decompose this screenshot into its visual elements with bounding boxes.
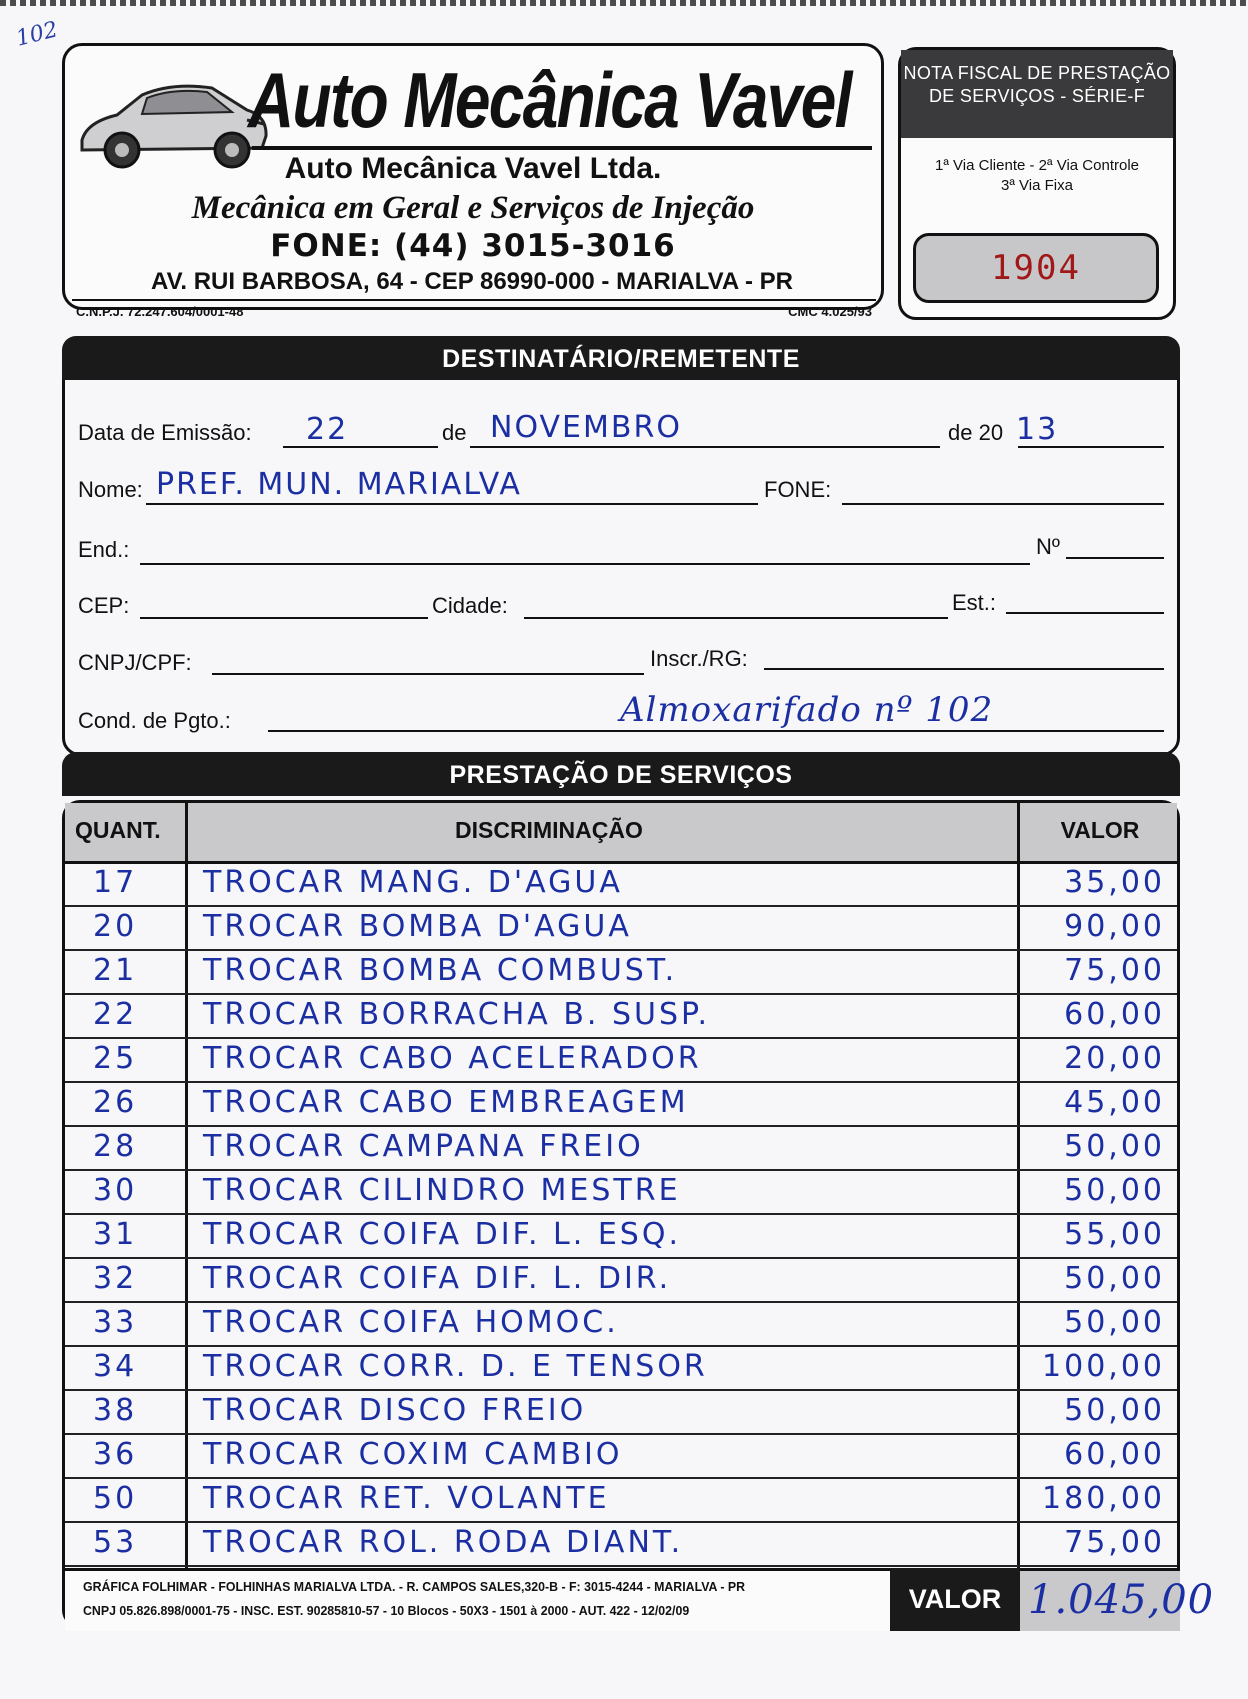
table-row-line [65,1301,1177,1303]
label-de: de [442,420,467,445]
nota-vias-line1: 1ª Via Cliente - 2ª Via Controle [935,157,1139,174]
row-value[interactable]: 50,00 [1064,1173,1165,1208]
fone-line[interactable] [842,503,1164,505]
row-value[interactable]: 45,00 [1064,1085,1165,1120]
row-quant[interactable]: 36 [93,1437,138,1472]
name-line [146,503,758,505]
row-quant[interactable]: 25 [93,1041,138,1076]
row-description[interactable]: TROCAR CORR. D. E TENSOR [203,1349,708,1384]
row-value[interactable]: 55,00 [1064,1217,1165,1252]
row-value[interactable]: 50,00 [1064,1261,1165,1296]
date-month-line [470,446,940,448]
row-value[interactable]: 75,00 [1064,1525,1165,1560]
label-inscr: Inscr./RG: [650,646,748,671]
row-quant[interactable]: 34 [93,1349,138,1384]
row-description[interactable]: TROCAR COIFA DIF. L. DIR. [203,1261,672,1296]
printer-footer [65,1568,890,1631]
row-quant[interactable]: 33 [93,1305,138,1340]
row-description[interactable]: TROCAR CABO EMBREAGEM [203,1085,689,1120]
col-desc-header: DISCRIMINAÇÃO [455,817,643,843]
row-description[interactable]: TROCAR CILINDRO MESTRE [203,1173,681,1208]
row-quant[interactable]: 20 [93,909,138,944]
row-value[interactable]: 100,00 [1042,1349,1165,1384]
row-quant[interactable]: 31 [93,1217,138,1252]
label-fone: FONE: [764,477,832,502]
row-value[interactable]: 50,00 [1064,1393,1165,1428]
services-title-bar: PRESTAÇÃO DE SERVIÇOS [62,752,1180,796]
company-name: Auto Mecânica Vavel Ltda. [284,152,662,185]
perforation-edge [0,0,1248,6]
row-value[interactable]: 60,00 [1064,997,1165,1032]
company-address: AV. RUI BARBOSA, 64 - CEP 86990-000 - MARIALVA - PR [151,268,793,295]
row-value[interactable]: 60,00 [1064,1437,1165,1472]
row-quant[interactable]: 38 [93,1393,138,1428]
col-divider-1 [185,803,188,1568]
row-description[interactable]: TROCAR COXIM CAMBIO [203,1437,623,1472]
services-table [62,800,1215,1628]
num-line[interactable] [1066,557,1164,559]
date-month-value[interactable]: NOVEMBRO [490,410,682,445]
nota-vias [901,156,1173,196]
nota-title-line2: DE SERVIÇOS - SÉRIE-F [928,86,1145,106]
label-end: End.: [78,537,130,562]
row-value[interactable]: 35,00 [1064,865,1165,900]
label-name: Nome: [78,477,143,502]
date-day-value[interactable]: 22 [306,412,349,447]
table-row-line [65,1125,1177,1127]
services-table-header [65,803,1177,864]
row-description[interactable]: TROCAR BOMBA COMBUST. [203,953,678,988]
table-row-line [65,1565,1177,1567]
label-cnpj-cpf: CNPJ/CPF: [78,650,192,675]
cnpj-cpf-line[interactable] [212,673,644,675]
table-row-line [65,949,1177,951]
row-description[interactable]: TROCAR CAMPANA FREIO [203,1129,644,1164]
row-quant[interactable]: 21 [93,953,138,988]
row-description[interactable]: TROCAR ROL. RODA DIANT. [203,1525,684,1560]
end-line[interactable] [140,563,1030,565]
logo-underline [252,146,872,150]
row-description[interactable]: TROCAR MANG. D'AGUA [203,865,623,900]
label-cep: CEP: [78,593,130,618]
cond-value[interactable]: Almoxarifado nº 102 [620,690,994,730]
label-num: Nº [1036,534,1060,559]
table-row-line [65,1037,1177,1039]
company-cmc: CMC 4.025/93 [788,304,872,319]
nota-vias-line2: 3ª Via Fixa [1001,177,1073,194]
row-description[interactable]: TROCAR DISCO FREIO [203,1393,587,1428]
col-quant-header: QUANT. [75,817,161,843]
row-value[interactable]: 180,00 [1042,1481,1165,1516]
row-description[interactable]: TROCAR BOMBA D'AGUA [203,909,632,944]
destinatario-title-bar: DESTINATÁRIO/REMETENTE [62,336,1180,380]
row-quant[interactable]: 17 [93,865,138,900]
inscr-line[interactable] [764,668,1164,670]
company-cnpj: C.N.P.J. 72.247.604/0001-48 [76,304,244,319]
row-quant[interactable]: 50 [93,1481,138,1516]
row-description[interactable]: TROCAR BORRACHA B. SUSP. [203,997,710,1032]
label-est: Est.: [952,590,997,615]
table-row-line [65,1345,1177,1347]
table-row-line [65,1213,1177,1215]
row-description[interactable]: TROCAR CABO ACELERADOR [203,1041,702,1076]
printer-line1: GRÁFICA FOLHIMAR - FOLHINHAS MARIALVA LTDA. - R. CAMPOS SALES,320-B - F: 3015-4244 - MARIALVA - PR [83,1580,746,1594]
total-value[interactable]: 1.045,00 [1028,1577,1215,1623]
table-row-line [65,905,1177,907]
nota-title-line1: NOTA FISCAL DE PRESTAÇÃO [903,63,1171,83]
row-value[interactable]: 50,00 [1064,1305,1165,1340]
company-tagline: Mecânica em Geral e Serviços de Injeção [191,190,755,226]
row-value[interactable]: 75,00 [1064,953,1165,988]
row-description[interactable]: TROCAR COIFA HOMOC. [203,1305,619,1340]
nota-title [901,50,1173,138]
row-description[interactable]: TROCAR RET. VOLANTE [203,1481,610,1516]
brand-logo-text: Auto Mecânica Vavel [248,56,851,144]
row-quant[interactable]: 30 [93,1173,138,1208]
printer-line2: CNPJ 05.826.898/0001-75 - INSC. EST. 90285810-57 - 10 Blocos - 50X3 - 1501 à 2000 - AUT. 422 - 12/02/09 [83,1604,690,1618]
label-de20: de 20 [948,420,1004,445]
col-divider-2 [1017,803,1020,1568]
row-value[interactable]: 20,00 [1064,1041,1165,1076]
label-cond: Cond. de Pgto.: [78,708,231,733]
row-quant[interactable]: 22 [93,997,138,1032]
table-row-line [65,993,1177,995]
row-value[interactable]: 90,00 [1064,909,1165,944]
label-cidade: Cidade: [432,593,508,618]
name-value[interactable]: PREF. MUN. MARIALVA [156,467,522,502]
registration-strip [72,299,876,323]
total-label: VALOR [890,1568,1020,1631]
est-line[interactable] [1006,612,1164,614]
table-row-line [65,1081,1177,1083]
table-row-line [65,1169,1177,1171]
table-row-line [65,1257,1177,1259]
margin-note: 102 [13,17,61,52]
cidade-line[interactable] [524,617,948,619]
row-quant[interactable]: 26 [93,1085,138,1120]
table-row-line [65,1389,1177,1391]
row-description[interactable]: TROCAR COIFA DIF. L. ESQ. [203,1217,681,1252]
row-quant[interactable]: 53 [93,1525,138,1560]
table-row-line [65,1477,1177,1479]
row-value[interactable]: 50,00 [1064,1129,1165,1164]
total-box [1020,1568,1215,1631]
row-quant[interactable]: 28 [93,1129,138,1164]
cep-line[interactable] [140,617,428,619]
label-date: Data de Emissão: [78,420,252,445]
nota-number: 1904 [913,233,1159,303]
table-row-line [65,1433,1177,1435]
cond-line [268,730,1164,732]
table-row-line [65,1521,1177,1523]
nota-fiscal-box [898,47,1176,320]
date-year-value[interactable]: 13 [1016,412,1059,447]
row-quant[interactable]: 32 [93,1261,138,1296]
company-phone: FONE: (44) 3015-3016 [270,228,676,264]
col-valor-header: VALOR [1060,817,1140,843]
